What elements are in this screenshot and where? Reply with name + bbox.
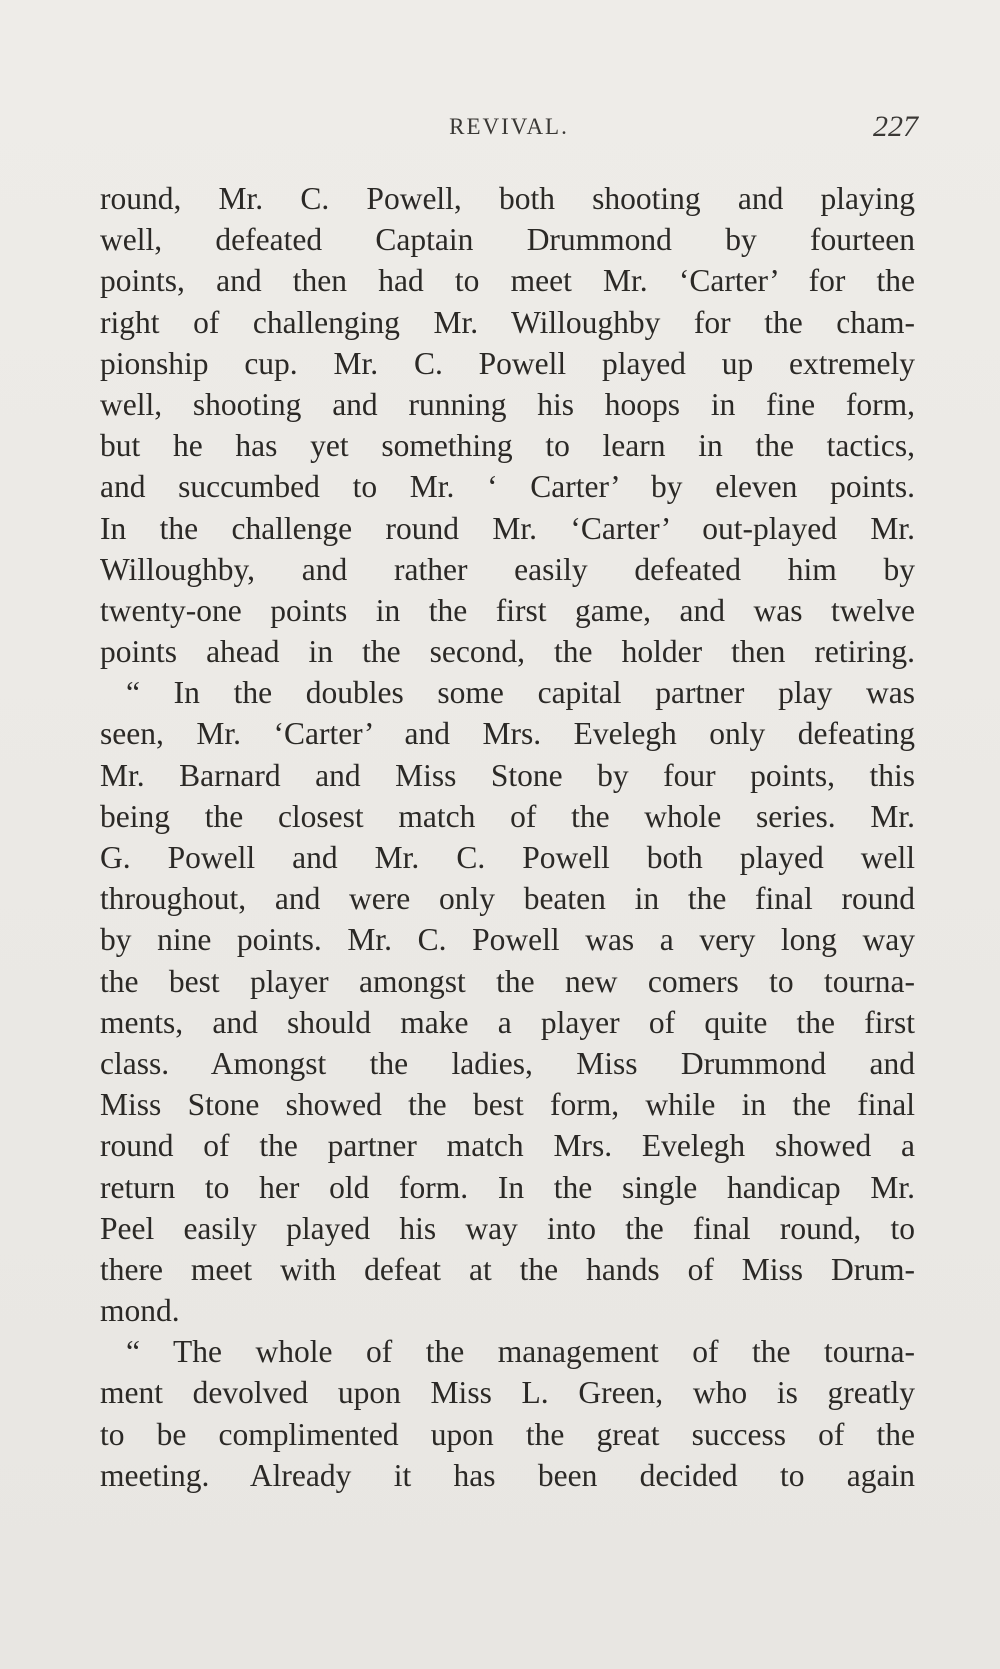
text-line: by nine points. Mr. C. Powell was a very long way	[100, 922, 915, 958]
page-header	[100, 110, 918, 154]
text-line: well, shooting and running his hoops in fine form,	[100, 386, 915, 422]
text-line: being the closest match of the whole series. Mr.	[100, 798, 915, 834]
text-line: throughout, and were only beaten in the final round	[100, 881, 915, 917]
text-line: the best player amongst the new comers to tourna-	[100, 963, 915, 999]
text-line: class. Amongst the ladies, Miss Drummond and	[100, 1045, 915, 1081]
body-text	[100, 178, 915, 1496]
text-line: to be complimented upon the great success of the	[100, 1416, 915, 1452]
text-line: well, defeated Captain Drummond by fourteen	[100, 222, 915, 258]
text-line: but he has yet something to learn in the tactics,	[100, 428, 915, 464]
text-line: round of the partner match Mrs. Evelegh showed a	[100, 1128, 915, 1164]
text-line: and succumbed to Mr. ‘ Carter’ by eleven points.	[100, 469, 915, 505]
text-line: return to her old form. In the single handicap Mr.	[100, 1169, 915, 1205]
text-line: points, and then had to meet Mr. ‘Carter’ for the	[100, 263, 915, 299]
text-line: ments, and should make a player of quite the first	[100, 1004, 915, 1040]
text-line: right of challenging Mr. Willoughby for the cham-	[100, 304, 915, 340]
text-line: Miss Stone showed the best form, while in the final	[100, 1087, 915, 1123]
paragraph-first-line: “ In the doubles some capital partner play was	[126, 675, 915, 711]
text-line: seen, Mr. ‘Carter’ and Mrs. Evelegh only defeating	[100, 716, 915, 752]
paragraph-first-line: “ The whole of the management of the tourna-	[126, 1334, 915, 1370]
text-line: pionship cup. Mr. C. Powell played up extremely	[100, 345, 915, 381]
running-head: REVIVAL.	[449, 114, 569, 139]
text-line: there meet with defeat at the hands of Miss Drum-	[100, 1251, 915, 1287]
paragraph-last-line: mond.	[100, 1293, 180, 1329]
text-line: twenty-one points in the first game, and was twelve	[100, 592, 915, 628]
text-line: ment devolved upon Miss L. Green, who is greatly	[100, 1375, 915, 1411]
text-line: round, Mr. C. Powell, both shooting and playing	[100, 181, 915, 216]
text-line: points ahead in the second, the holder then retiring.	[100, 634, 915, 670]
text-line: Peel easily played his way into the final round, to	[100, 1210, 915, 1246]
page-number: 227	[873, 110, 918, 143]
text-line: Mr. Barnard and Miss Stone by four points, this	[100, 757, 915, 793]
text-line: meeting. Already it has been decided to again	[100, 1457, 915, 1493]
text-line: G. Powell and Mr. C. Powell both played well	[100, 840, 915, 875]
text-line: In the challenge round Mr. ‘Carter’ out-played Mr.	[100, 510, 915, 546]
text-line: Willoughby, and rather easily defeated him by	[100, 551, 915, 587]
